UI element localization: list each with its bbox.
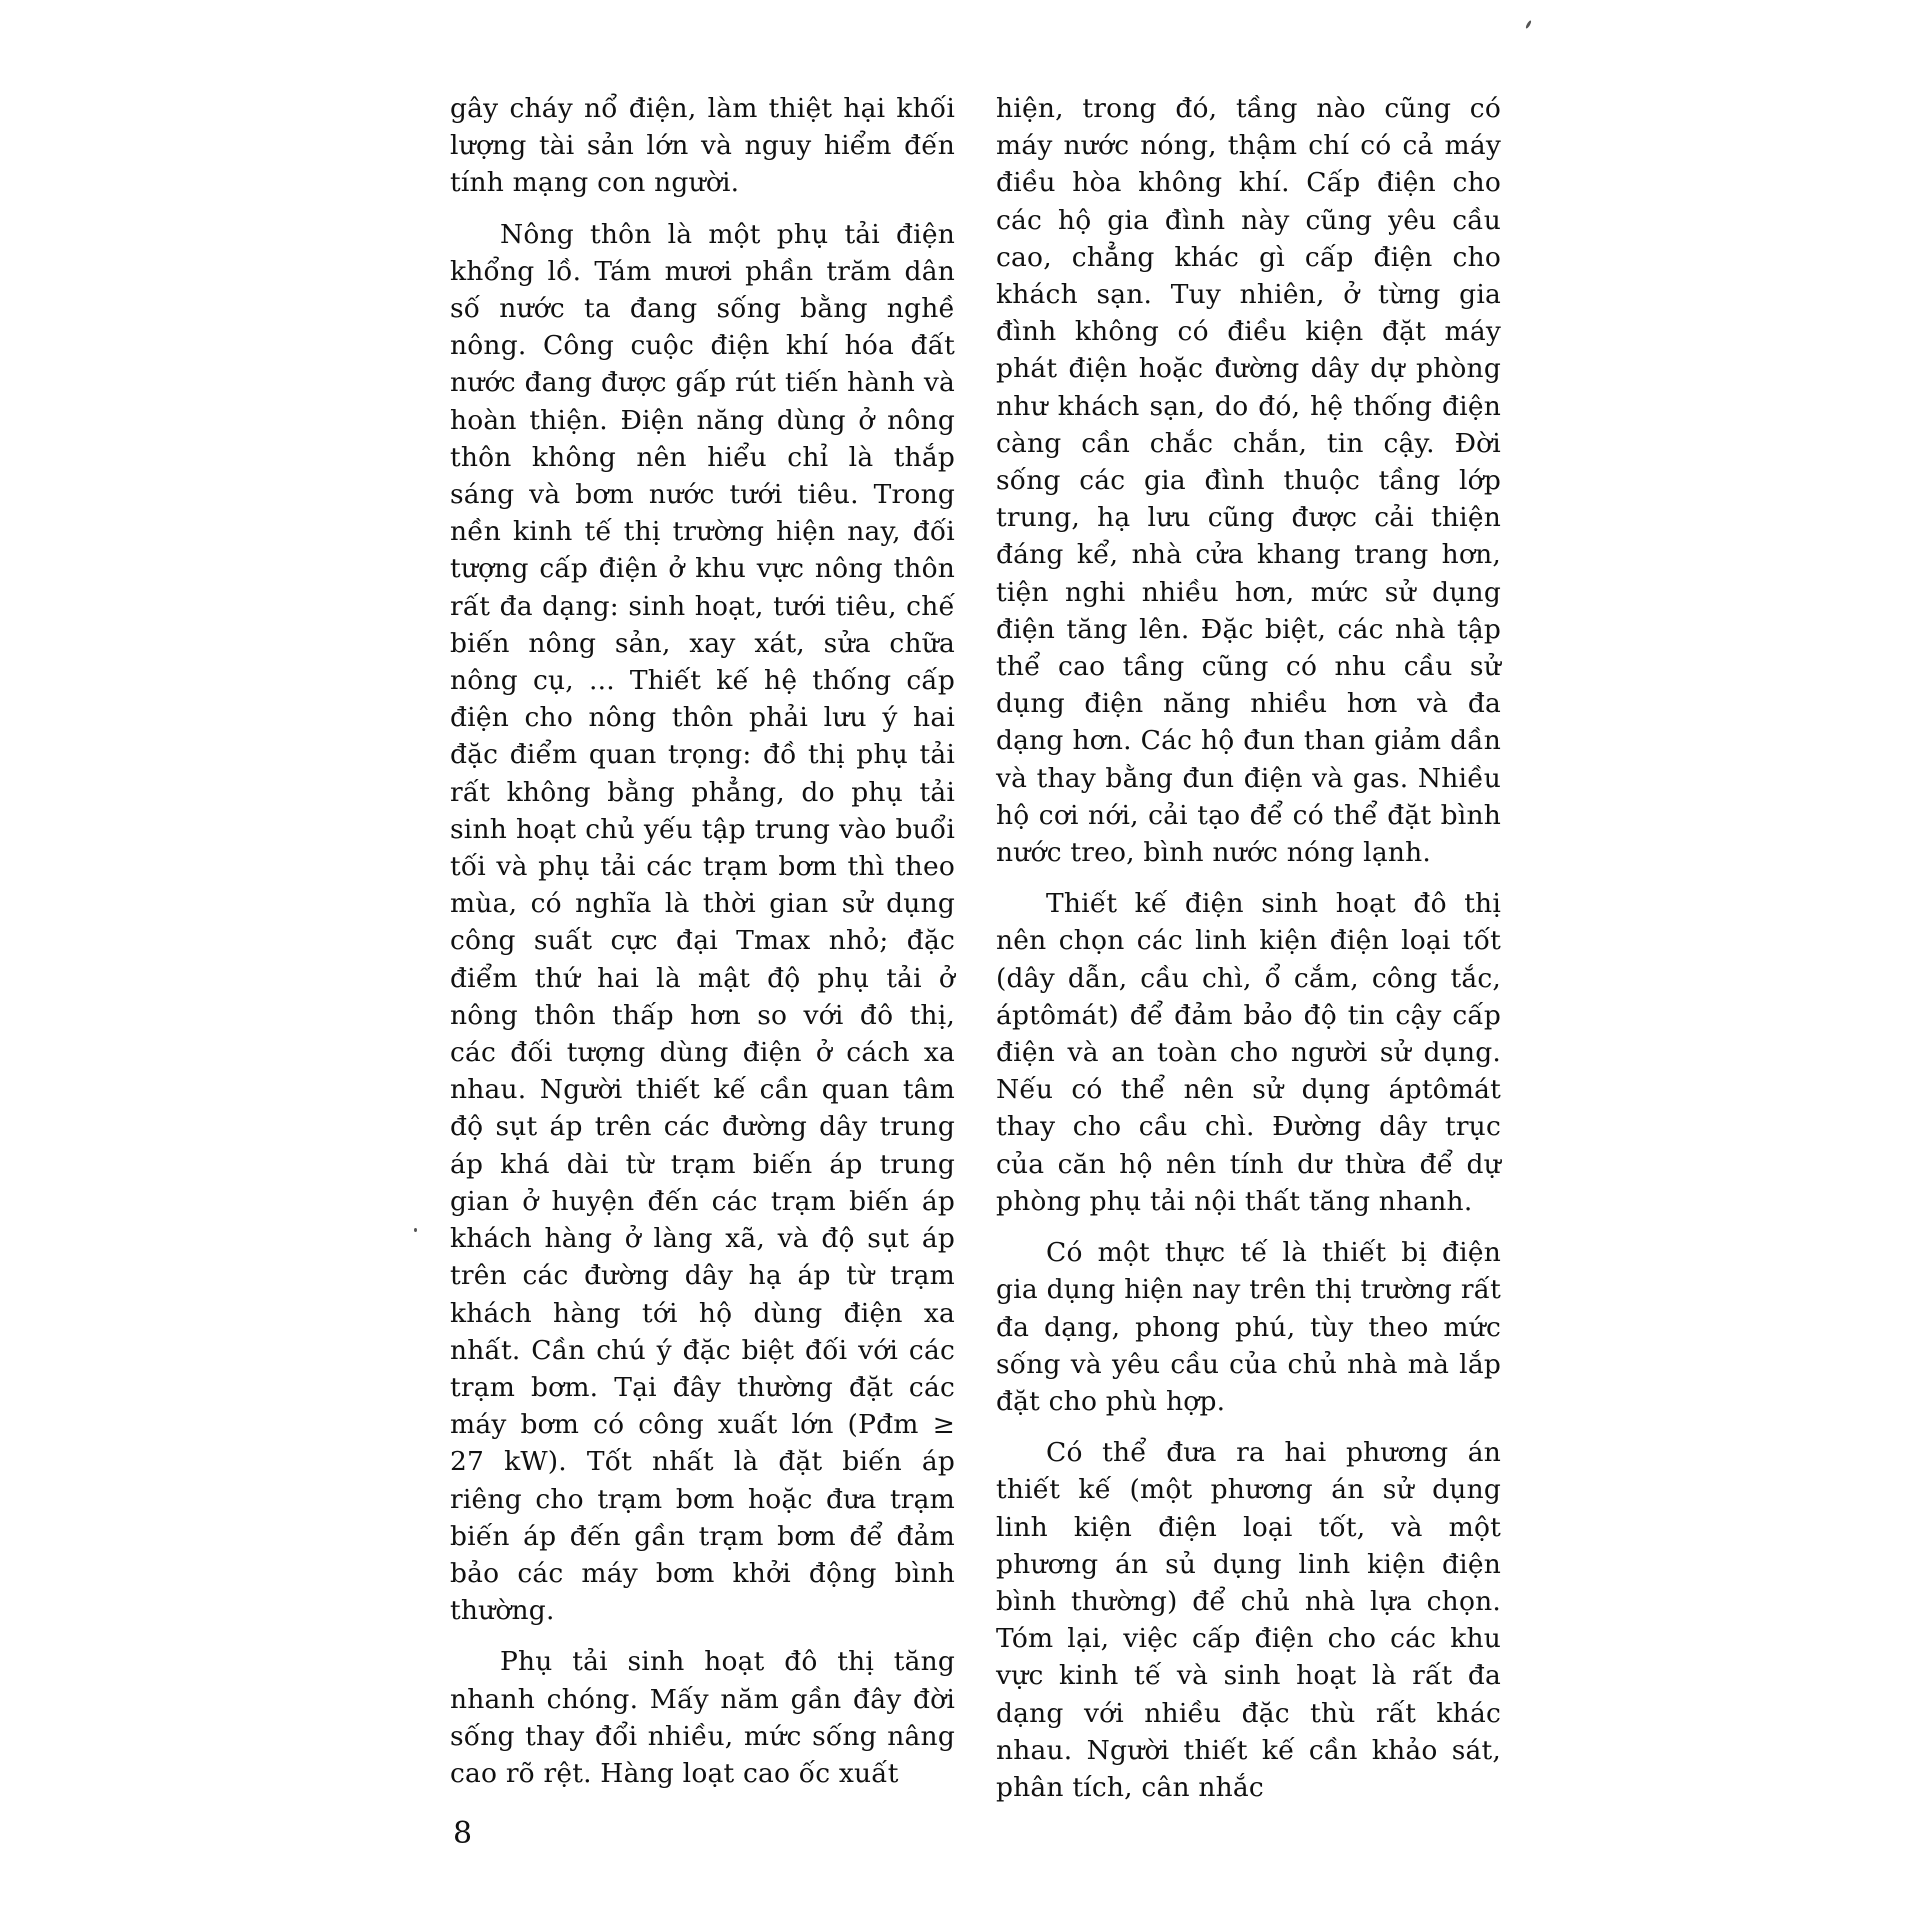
paragraph-design-options: Có thể đưa ra hai phương án thiết kế (một phương án sử dụng linh kiện điện loại tốt, và một phương án sủ dụng linh kiện điện bình thường) để chủ nhà lựa chọn. Tóm lại, việc cấp điện cho các khu vực kinh tế và sinh hoạt là rất đa dạng với nhiều đặc thù rất khác nhau. Người thiết kế cần khảo sát, phân tích, cân nhắc [996,1437,1501,1803]
paragraph-urban-load-continued: hiện, trong đó, tầng nào cũng có máy nước nóng, thậm chí có cả máy điều hòa không khí. Cấp điện cho các hộ gia đình này cũng yêu cầu cao, chẳng khác gì cấp điện cho khách sạn. Tuy nhiên, ở từng gia đình không có điều kiện đặt máy phát điện hoặc đường dây dự phòng như khách sạn, do đó, hệ thống điện càng cần chắc chắn, tin cậy. Đời sống các gia đình thuộc tầng lớp trung, hạ lưu cũng được cải thiện đáng kể, nhà cửa khang trang hơn, tiện nghi nhiều hơn, mức sử dụng điện tăng lên. Đặc biệt, các nhà tập thể cao tầng cũng có nhu cầu sử dụng điện năng nhiều hơn và đa dạng hơn. Các hộ đun than giảm dần và thay bằng đun điện và gas. Nhiều hộ cơi nới, cải tạo để có thể đặt bình nước treo, bình nước nóng lạnh. [996,93,1501,869]
page-number: 8 [453,1816,473,1851]
left-text-column [450,90,955,1806]
right-text-column [996,90,1501,1820]
paragraph-appliances: Có một thực tế là thiết bị điện gia dụng hiện nay trên thị trường rất đa dạng, phong phú, tùy theo mức sống và yêu cầu của chủ nhà mà lắp đặt cho phù hợp. [996,1237,1501,1417]
scan-speck [414,1228,417,1232]
paragraph-urban-load-start: Phụ tải sinh hoạt đô thị tăng nhanh chóng. Mấy năm gần đây đời sống thay đổi nhiều, mức sống nâng cao rõ rệt. Hàng loạt cao ốc xuất [450,1646,955,1789]
paragraph-urban-design: Thiết kế điện sinh hoạt đô thị nên chọn các linh kiện điện loại tốt (dây dẫn, cầu chì, ổ cắm, công tắc, áptômát) để đảm bảo độ tin cậy cấp điện và an toàn cho người sử dụng. Nếu có thể nên sử dụng áptômát thay cho cầu chì. Đường dây trục của căn hộ nên tính dư thừa để dự phòng phụ tải nội thất tăng nhanh. [996,888,1501,1217]
paragraph-continued: gây cháy nổ điện, làm thiệt hại khối lượng tài sản lớn và nguy hiểm đến tính mạng con người. [450,93,955,199]
scan-speck [1525,20,1532,29]
paragraph-rural-load: Nông thôn là một phụ tải điện khổng lồ. Tám mươi phần trăm dân số nước ta đang sống bằng nghề nông. Công cuộc điện khí hóa đất nước đang được gấp rút tiến hành và hoàn thiện. Điện năng dùng ở nông thôn không nên hiểu chỉ là thắp sáng và bơm nước tưới tiêu. Trong nền kinh tế thị trường hiện nay, đối tượng cấp điện ở khu vực nông thôn rất đa dạng: sinh hoạt, tưới tiêu, chế biến nông sản, xay xát, sửa chữa nông cụ, ... Thiết kế hệ thống cấp điện cho nông thôn phải lưu ý hai đặc điểm quan trọng: đồ thị phụ tải rất không bằng phẳng, do phụ tải sinh hoạt chủ yếu tập trung vào buổi tối và phụ tải các trạm bơm thì theo mùa, có nghĩa là thời gian sử dụng công suất cực đại Tmax nhỏ; đặc điểm thứ hai là mật độ phụ tải ở nông thôn thấp hơn so với đô thị, các đối tượng dùng điện ở cách xa nhau. Người thiết kế cần quan tâm độ sụt áp trên các đường dây trung áp khá dài từ trạm biến áp trung gian ở huyện đến các trạm biến áp khách hàng ở làng xã, và độ sụt áp trên các đường dây hạ áp từ trạm khách hàng tới hộ dùng điện xa nhất. Cần chú ý đặc biệt đối với các trạm bơm. Tại đây thường đặt các máy bơm có công xuất lớn (Pđm ≥ 27 kW). Tốt nhất là đặt biến áp riêng cho trạm bơm hoặc đưa trạm biến áp đến gần trạm bơm để đảm bảo các máy bơm khởi động bình thường. [450,218,955,1627]
